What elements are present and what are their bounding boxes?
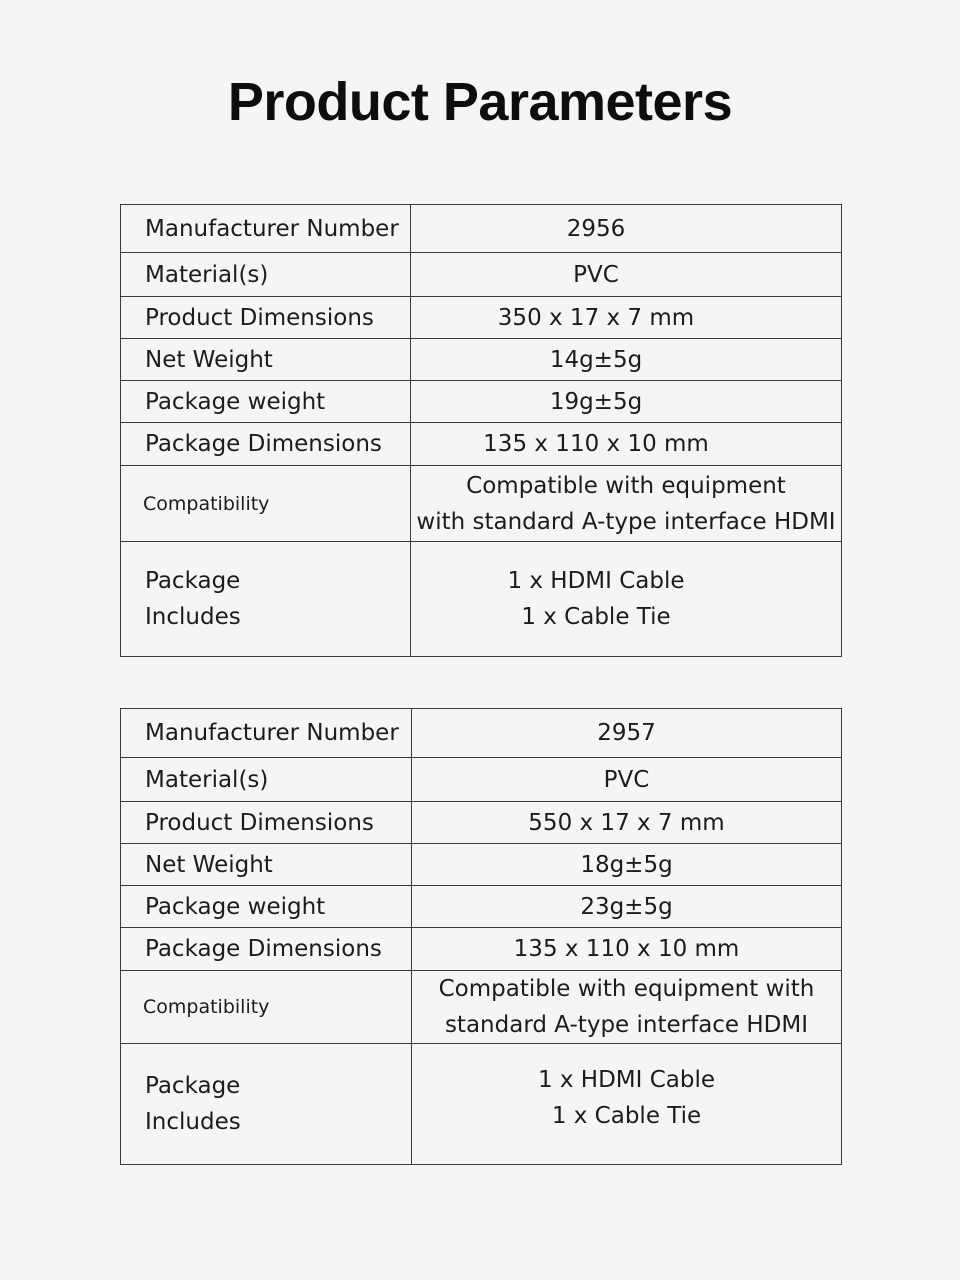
row-label-package-weight: Package weight [121, 886, 412, 928]
row-label-package-includes: Package Includes [121, 542, 411, 657]
row-label-package-dimensions: Package Dimensions [121, 423, 411, 466]
row-value-package-includes: 1 x HDMI Cable 1 x Cable Tie [412, 1044, 842, 1165]
row-label-materials: Material(s) [121, 253, 411, 297]
row-value-net-weight: 18g±5g [412, 844, 842, 886]
row-value-package-includes: 1 x HDMI Cable 1 x Cable Tie [411, 542, 842, 657]
spec-table-2957 [120, 708, 842, 1165]
row-label-manufacturer-number: Manufacturer Number [121, 205, 411, 253]
row-label-product-dimensions: Product Dimensions [121, 297, 411, 339]
row-value-package-weight: 19g±5g [411, 381, 842, 423]
table-row [121, 339, 842, 381]
row-value-product-dimensions: 550 x 17 x 7 mm [412, 802, 842, 844]
row-value-materials: PVC [412, 758, 842, 802]
row-value-package-dimensions: 135 x 110 x 10 mm [411, 423, 842, 466]
table-row [121, 253, 842, 297]
row-value-net-weight: 14g±5g [411, 339, 842, 381]
table-row [121, 542, 842, 657]
row-label-package-dimensions: Package Dimensions [121, 928, 412, 971]
table-row [121, 802, 842, 844]
table-row [121, 758, 842, 802]
row-value-compatibility: Compatible with equipment with standard A-type interface HDMI [411, 466, 842, 542]
page-title: Product Parameters [227, 72, 733, 132]
row-label-materials: Material(s) [121, 758, 412, 802]
row-value-package-weight: 23g±5g [412, 886, 842, 928]
spec-table-2956 [120, 204, 842, 657]
table-row [121, 886, 842, 928]
row-label-product-dimensions: Product Dimensions [121, 802, 412, 844]
table-row [121, 423, 842, 466]
row-value-compatibility: Compatible with equipment with standard A-type interface HDMI [412, 971, 842, 1044]
row-value-package-dimensions: 135 x 110 x 10 mm [412, 928, 842, 971]
row-value-manufacturer-number: 2957 [412, 709, 842, 758]
table-row [121, 971, 842, 1044]
table-row [121, 1044, 842, 1165]
table-row [121, 466, 842, 542]
row-label-net-weight: Net Weight [121, 844, 412, 886]
table-row [121, 205, 842, 253]
row-label-compatibility: Compatibility [121, 971, 412, 1044]
row-value-product-dimensions: 350 x 17 x 7 mm [411, 297, 842, 339]
row-value-manufacturer-number: 2956 [411, 205, 842, 253]
table-row [121, 297, 842, 339]
table-row [121, 709, 842, 758]
row-label-compatibility: Compatibility [121, 466, 411, 542]
row-label-manufacturer-number: Manufacturer Number [121, 709, 412, 758]
table-row [121, 844, 842, 886]
table-row [121, 928, 842, 971]
table-row [121, 381, 842, 423]
row-value-materials: PVC [411, 253, 842, 297]
row-label-net-weight: Net Weight [121, 339, 411, 381]
row-label-package-weight: Package weight [121, 381, 411, 423]
row-label-package-includes: Package Includes [121, 1044, 412, 1165]
